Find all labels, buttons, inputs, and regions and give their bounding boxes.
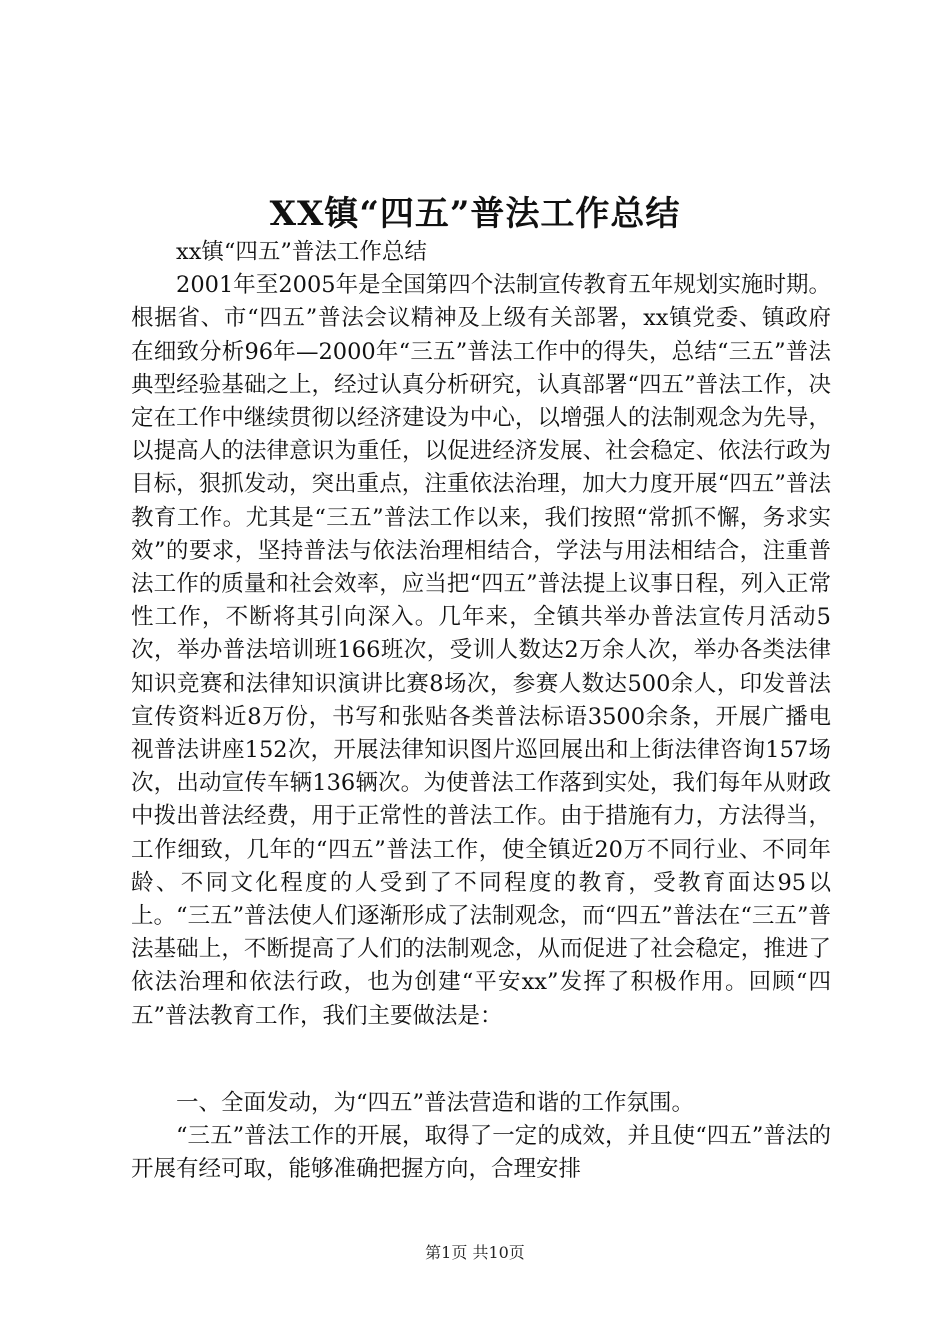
paragraph-section1-text: “三五”普法工作的开展，取得了一定的成效，并且使“四五”普法的开展有经可取，能够准确把握方向，合理安排 bbox=[131, 1123, 831, 1183]
document-subtitle: xx镇“四五”普法工作总结 bbox=[176, 239, 427, 265]
paragraph-section1 bbox=[131, 1120, 831, 1186]
paragraph-intro: 2001年至2005年是全国第四个法制宣传教育五年规划实施时期。根据省、市“四五”普法会议精神及上级有关部署，xx镇党委、镇政府在细致分析96年—2000年“三五”普法工作中的得失，总结“三五”普法典型经验基础之上，经过认真分析研究，认真部署“四五”普法工作，决定在工作中继续贯彻以经济建设为中心，以增强人的法制观念为先导，以提高人的法律意识为重任，以促进经济发展、社会稳定、依法行政为目标，狠抓发动，突出重点，注重依法治理，加大力度开展“四五”普法教育工作。尤其是“三五”普法工作以来，我们按照“常抓不懈，务求实效”的要求，坚持普法与依法治理相结合，学法与用法相结合，注重普法工作的质量和社会效率，应当把“四五”普法提上议事日程，列入正常性工作，不断将其引向深入。几年来，全镇共举办普法宣传月活动5次，举办普法培训班166班次，受训人数达2万余人次，举办各类法律知识竞赛和法律知识演讲比赛8场次，参赛人数达500余人，印发普法宣传资料近8万份，书写和张贴各类普法标语3500余条，开展广播电视普法讲座152次，开展法律知识图片巡回展出和上街法律咨询157场次，出动宣传车辆136辆次。为使普法工作落到实处，我们每年从财政中拨出普法经费，用于正常性的普法工作。由于措施有力，方法得当，工作细致，几年的“四五”普法工作，使全镇近20万不同行业、不同年龄、不同文化程度的人受到了不同程度的教育，受教育面达95以上。“三五”普法使人们逐渐形成了法制观念，而“四五”普法在“三五”普法基础上，不断提高了人们的法制观念，从而促进了社会稳定，推进了依法治理和依法行政，也为创建“平安xx”发挥了积极作用。回顾“四五”普法教育工作，我们主要做法是： bbox=[131, 272, 831, 1029]
document-title: XX镇“四五”普法工作总结 bbox=[269, 194, 681, 234]
document-body bbox=[131, 236, 831, 1033]
page-footer: 第1页 共10页 bbox=[425, 1243, 525, 1262]
section-heading-1 bbox=[131, 1087, 831, 1120]
section-heading-text: 一、全面发动，为“四五”普法营造和谐的工作氛围。 bbox=[176, 1090, 695, 1116]
